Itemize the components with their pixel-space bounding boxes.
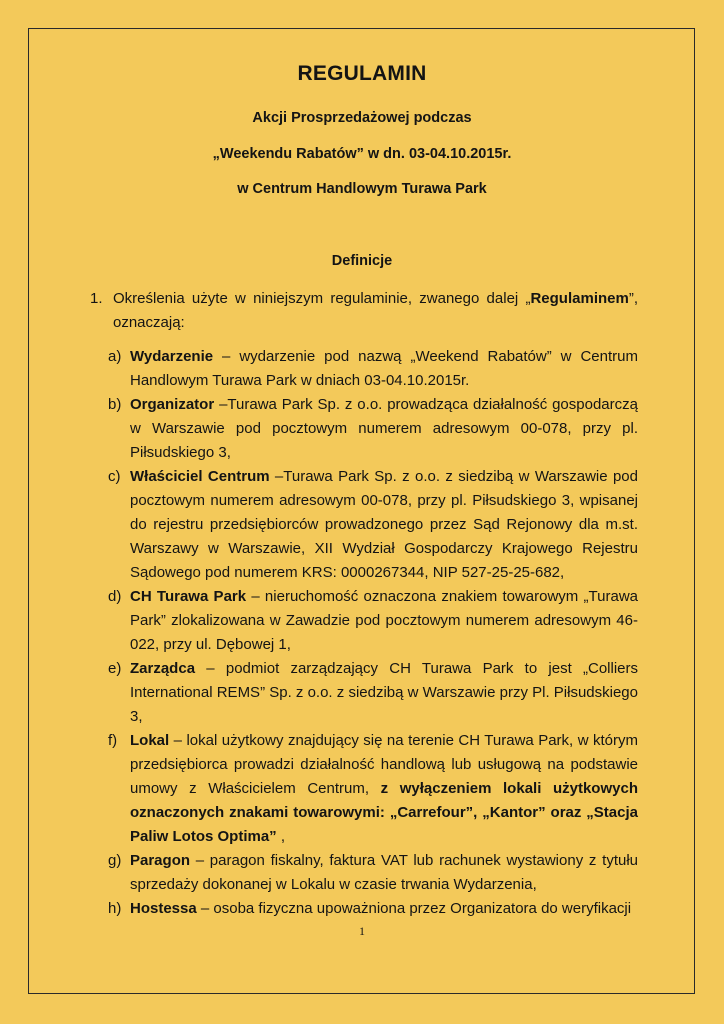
list-item: [108, 465, 638, 585]
list-item: [108, 897, 638, 921]
item-letter: g): [108, 852, 122, 869]
intro-text: [113, 287, 638, 335]
intro-term: Regulaminem: [530, 290, 629, 307]
list-item: [108, 393, 638, 465]
item-text: – podmiot zarządzający CH Turawa Park to jest „Colliers International REMS” Sp. z o.o. z siedzibą w Warszawie przy Pl. Piłsudskiego 3,: [130, 660, 638, 725]
intro-paragraph: [90, 287, 638, 335]
intro-text-before: Określenia użyte w niniejszym regulaminie, zwanego dalej „: [113, 290, 531, 307]
item-tail: ,: [276, 828, 286, 845]
item-text: – paragon fiskalny, faktura VAT lub rachunek wystawiony z tytułu sprzedaży dokonanej w Lokalu w czasie trwania Wydarzenia,: [130, 852, 638, 893]
subtitle-line-3: w Centrum Handlowym Turawa Park: [237, 181, 487, 197]
item-term: Organizator: [130, 396, 215, 413]
definitions-list: [108, 345, 638, 921]
list-item: [108, 345, 638, 393]
subtitle-line-1: Akcji Prosprzedażowej podczas: [252, 110, 472, 126]
section-heading: Definicje: [331, 253, 393, 269]
item-term: CH Turawa Park: [130, 588, 247, 605]
item-bold-exclusion: z wyłączeniem lokali użytkowych oznaczonych znakami towarowymi: „Carrefour”, „Kantor” oraz „Stacja Paliw Lotos Optima”: [130, 780, 638, 845]
intro-number: 1.: [90, 290, 103, 307]
item-letter: a): [108, 348, 122, 365]
subtitle-line-2: „Weekendu Rabatów” w dn. 03-04.10.2015r.: [212, 146, 512, 162]
intro-text-after: ”, oznaczają:: [113, 290, 638, 331]
list-item: [108, 585, 638, 657]
item-text: –Turawa Park Sp. z o.o. z siedzibą w Warszawie pod pocztowym numerem adresowym 00-078, przy pl. Piłsudskiego 3, wpisanej do rejestru przedsiębiorców prowadzonego przez Sąd Rejonowy dla m.st. Warszawy w Warszawie, XII Wydział Gospodarczy Krajowego Rejestru Sądowego pod numerem KRS: 0000267344, NIP 527-25-25-682,: [130, 468, 638, 581]
item-text: – wydarzenie pod nazwą „Weekend Rabatów” w Centrum Handlowym Turawa Park w dniach 03-04.10.2015r.: [130, 348, 638, 389]
page-number: 1: [359, 924, 365, 938]
item-letter: c): [108, 468, 121, 485]
item-letter: f): [108, 732, 118, 749]
list-item: [108, 849, 638, 897]
item-term: Lokal: [130, 732, 170, 749]
item-term: Hostessa: [130, 900, 197, 917]
item-text: – nieruchomość oznaczona znakiem towarowym „Turawa Park” zlokalizowana w Zawadzie pod pocztowym numerem adresowym 46-022, przy ul. Dębowej 1,: [130, 588, 638, 653]
item-letter: e): [108, 660, 122, 677]
list-item: [108, 657, 638, 729]
item-term: Właściciel Centrum: [130, 468, 270, 485]
document-title: REGULAMIN: [297, 62, 427, 85]
item-text: – osoba fizyczna upoważniona przez Organizatora do weryfikacji: [196, 900, 632, 917]
item-term: Wydarzenie: [130, 348, 214, 365]
item-letter: d): [108, 588, 122, 605]
item-term: Zarządca: [130, 660, 196, 677]
item-letter: b): [108, 396, 122, 413]
list-item: [108, 729, 638, 849]
item-text: – lokal użytkowy znajdujący się na terenie CH Turawa Park, w którym przedsiębiorca prowadzi działalność handlową lub usługową na podstawie umowy z Właścicielem Centrum,: [130, 732, 638, 797]
item-letter: h): [108, 900, 122, 917]
item-term: Paragon: [130, 852, 191, 869]
item-text: –Turawa Park Sp. z o.o. prowadząca działalność gospodarczą w Warszawie pod pocztowym numerem adresowym 00-078, przy pl. Piłsudskiego 3,: [130, 396, 638, 461]
